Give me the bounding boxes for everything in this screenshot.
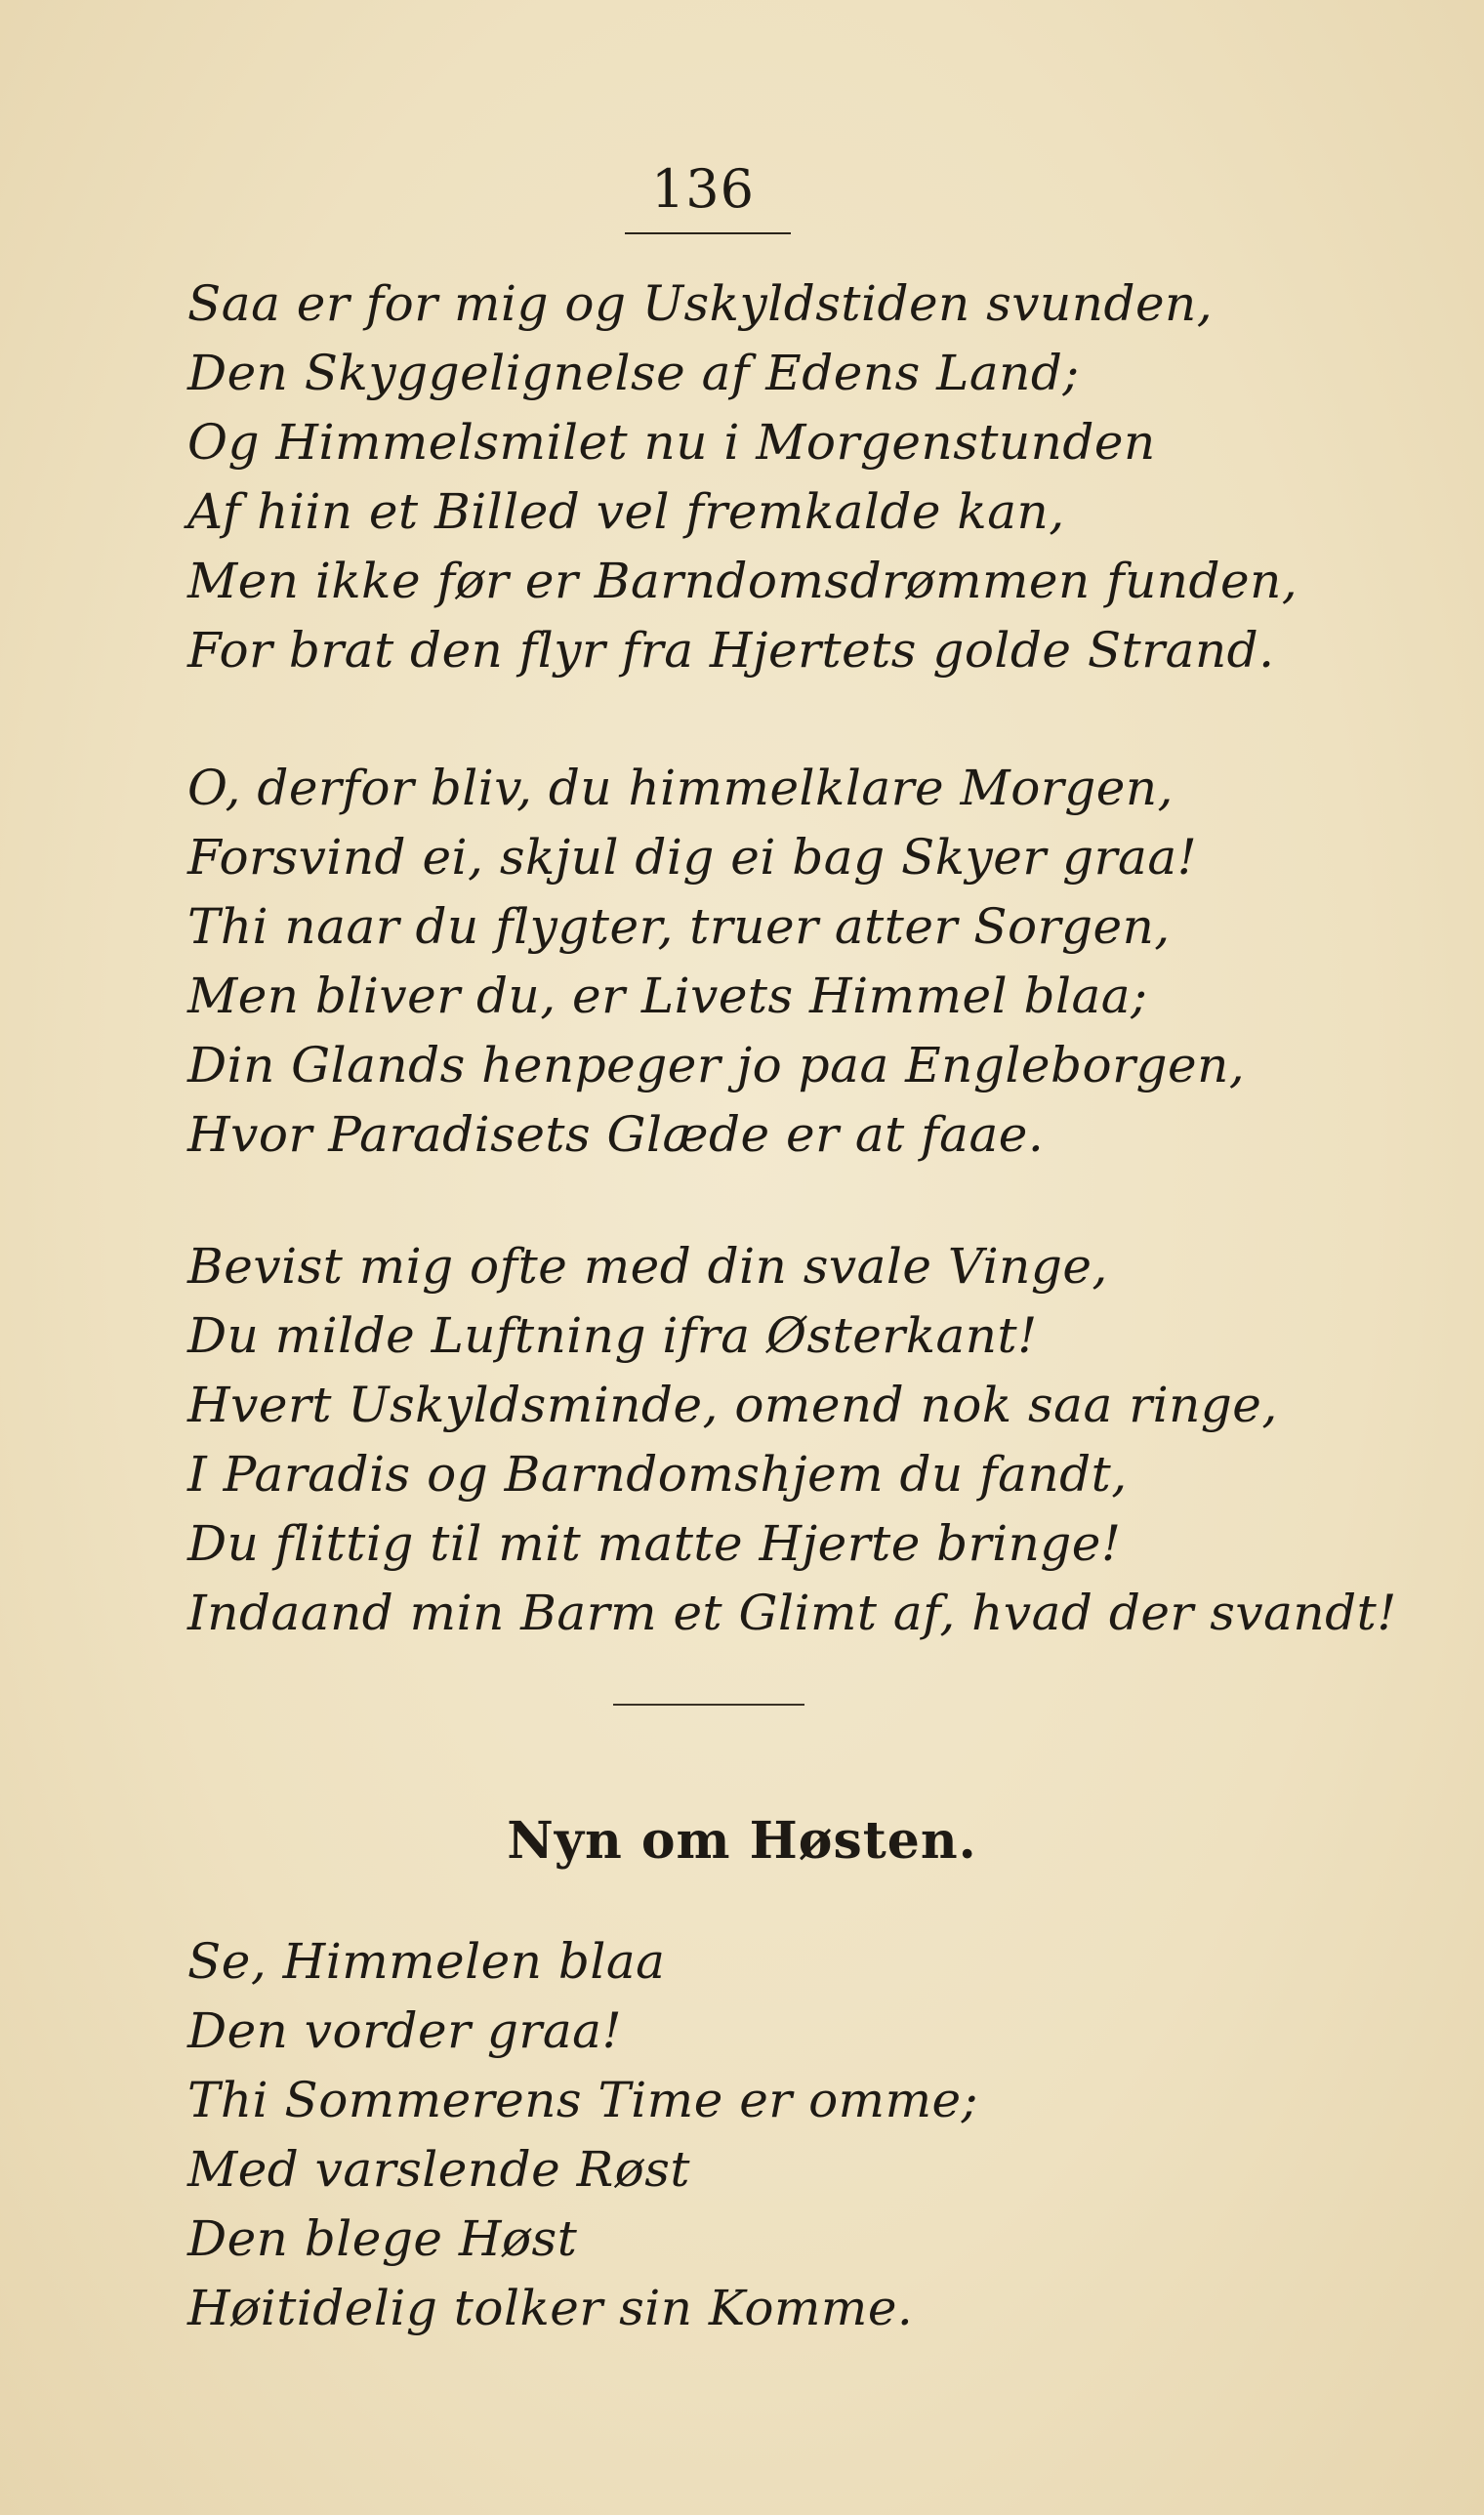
poem-line: Du flittig til mit matte Hjerte bringe! (187, 1515, 1122, 1572)
poem-line: Men ikke før er Barndomsdrømmen funden, (187, 553, 1298, 609)
poem-line: I Paradis og Barndomshjem du fandt, (187, 1446, 1128, 1503)
section-divider (613, 1704, 804, 1706)
stanza-4 (187, 1927, 978, 2343)
poem-line: For brat den flyr fra Hjertets golde Strand. (187, 622, 1275, 679)
poem-line: Og Himmelsmilet nu i Morgenstunden (187, 414, 1156, 471)
poem-line: Indaand min Barm et Glimt af, hvad der svandt! (187, 1585, 1397, 1641)
poem-line: Med varslende Røst (187, 2141, 691, 2198)
stanza-1 (187, 269, 1298, 685)
poem-line: O, derfor bliv, du himmelklare Morgen, (187, 760, 1174, 816)
poem-line: Hvert Uskyldsminde, omend nok saa ringe, (187, 1377, 1278, 1433)
poem-title: Nyn om Høsten. (507, 1811, 977, 1871)
poem-line: Hvor Paradisets Glæde er at faae. (187, 1106, 1045, 1163)
poem-line: Thi Sommerens Time er omme; (187, 2072, 978, 2128)
poem-line: Se, Himmelen blaa (187, 1933, 666, 1990)
poem-line: Saa er for mig og Uskyldstiden svunden, (187, 275, 1214, 332)
poem-line: Du milde Luftning ifra Østerkant! (187, 1307, 1038, 1364)
header-rule (625, 232, 791, 234)
poem-line: Din Glands henpeger jo paa Engleborgen, (187, 1037, 1246, 1093)
poem-line: Den vorder graa! (187, 2002, 623, 2059)
poem-line: Men bliver du, er Livets Himmel blaa; (187, 968, 1148, 1024)
stanza-3 (187, 1232, 1397, 1648)
poem-line: Af hiin et Billed vel fremkalde kan, (187, 483, 1065, 540)
poem-line: Den Skyggelignelse af Edens Land; (187, 345, 1080, 401)
page-number: 136 (650, 158, 756, 220)
poem-line: Høitidelig tolker sin Komme. (187, 2280, 914, 2336)
stanza-2 (187, 754, 1245, 1170)
poem-line: Thi naar du flygter, truer atter Sorgen, (187, 898, 1171, 955)
poem-line: Bevist mig ofte med din svale Vinge, (187, 1238, 1108, 1295)
poem-line: Forsvind ei, skjul dig ei bag Skyer graa! (187, 829, 1198, 886)
poem-line: Den blege Høst (187, 2210, 578, 2267)
